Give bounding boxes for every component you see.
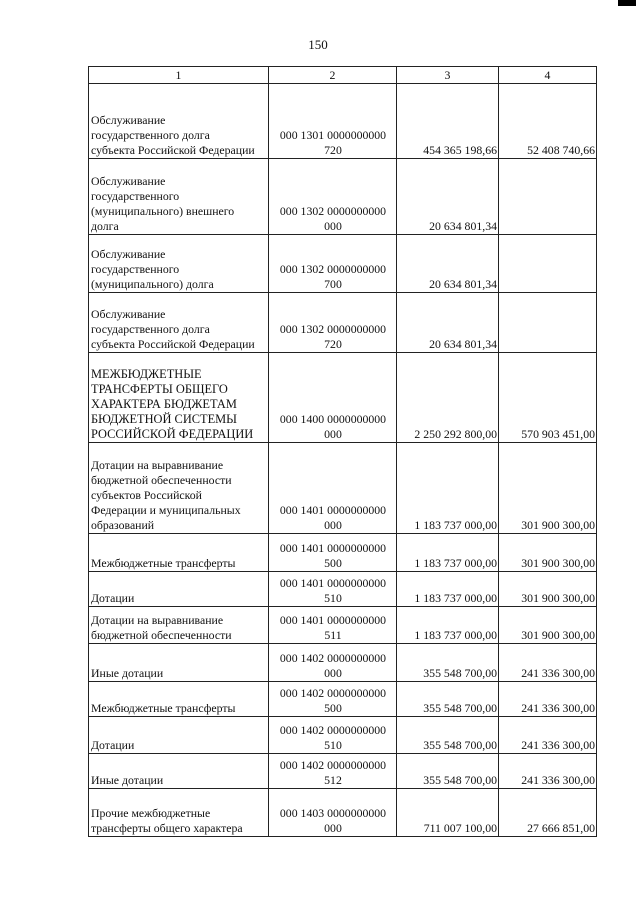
table-row bbox=[89, 353, 597, 443]
row-value-col4: 27 666 851,00 bbox=[499, 789, 597, 837]
row-code-line: 000 1302 0000000000 bbox=[279, 322, 387, 336]
table-row bbox=[89, 682, 597, 717]
column-header-4: 4 bbox=[499, 67, 597, 84]
row-value-col3: 355 548 700,00 bbox=[397, 682, 499, 717]
table-row bbox=[89, 443, 597, 534]
row-name-line: государственного долга bbox=[91, 128, 210, 142]
row-name-line: Иные дотации bbox=[91, 773, 164, 787]
column-header-1: 1 bbox=[89, 67, 269, 84]
row-name-line: (муниципального) долга bbox=[91, 277, 214, 291]
row-name-line: Обслуживание bbox=[91, 307, 166, 321]
row-code-line: 700 bbox=[324, 277, 342, 291]
row-value-col3: 1 183 737 000,00 bbox=[397, 534, 499, 572]
row-name-line: Межбюджетные трансферты bbox=[91, 556, 236, 570]
row-name-line: Иные дотации bbox=[91, 666, 164, 680]
row-code bbox=[269, 353, 397, 443]
table-header-row bbox=[89, 67, 597, 84]
table-row bbox=[89, 717, 597, 754]
row-name-line: государственного bbox=[91, 262, 180, 276]
row-value-col3: 355 548 700,00 bbox=[397, 754, 499, 789]
table-row bbox=[89, 789, 597, 837]
table-row bbox=[89, 572, 597, 607]
row-name bbox=[89, 84, 269, 159]
row-value-col3: 2 250 292 800,00 bbox=[397, 353, 499, 443]
row-name bbox=[89, 789, 269, 837]
row-code-line: 000 bbox=[324, 821, 342, 835]
row-name-line: Обслуживание bbox=[91, 247, 166, 261]
row-value-col3: 1 183 737 000,00 bbox=[397, 607, 499, 644]
row-name-line: Дотации на выравнивание bbox=[91, 613, 224, 627]
row-code bbox=[269, 235, 397, 293]
row-name-line: ТРАНСФЕРТЫ ОБЩЕГО bbox=[91, 382, 228, 396]
row-code bbox=[269, 293, 397, 353]
row-code-line: 000 1401 0000000000 bbox=[279, 576, 387, 590]
row-name bbox=[89, 159, 269, 235]
table-row bbox=[89, 644, 597, 682]
row-name-line: Дотации bbox=[91, 591, 135, 605]
row-code bbox=[269, 789, 397, 837]
table-row bbox=[89, 754, 597, 789]
row-code-line: 000 1402 0000000000 bbox=[279, 723, 387, 737]
row-name-line: государственного долга bbox=[91, 322, 210, 336]
row-code-line: 000 bbox=[324, 427, 342, 441]
row-code bbox=[269, 534, 397, 572]
row-name-line: Дотации на выравнивание bbox=[91, 458, 224, 472]
row-name bbox=[89, 717, 269, 754]
row-code-line: 000 bbox=[324, 518, 342, 532]
row-name bbox=[89, 572, 269, 607]
row-name bbox=[89, 754, 269, 789]
table-body bbox=[89, 84, 597, 837]
row-name-line: государственного bbox=[91, 189, 180, 203]
row-value-col4: 301 900 300,00 bbox=[499, 607, 597, 644]
row-name-line: Межбюджетные трансферты bbox=[91, 701, 236, 715]
row-name bbox=[89, 443, 269, 534]
row-value-col3: 20 634 801,34 bbox=[397, 159, 499, 235]
table-row bbox=[89, 235, 597, 293]
row-name-line: субъекта Российской Федерации bbox=[91, 337, 255, 351]
table-row bbox=[89, 84, 597, 159]
row-code-line: 000 1301 0000000000 bbox=[279, 128, 387, 142]
row-value-col3: 355 548 700,00 bbox=[397, 644, 499, 682]
row-value-col3: 355 548 700,00 bbox=[397, 717, 499, 754]
row-value-col4: 241 336 300,00 bbox=[499, 754, 597, 789]
row-name-line: БЮДЖЕТНОЙ СИСТЕМЫ bbox=[91, 412, 237, 426]
row-name-line: РОССИЙСКОЙ ФЕДЕРАЦИИ bbox=[91, 427, 254, 441]
table-row bbox=[89, 607, 597, 644]
row-code-line: 000 1400 0000000000 bbox=[279, 412, 387, 426]
row-code-line: 000 1401 0000000000 bbox=[279, 541, 387, 555]
table-row bbox=[89, 534, 597, 572]
row-code bbox=[269, 159, 397, 235]
row-name-line: бюджетной обеспеченности bbox=[91, 628, 232, 642]
table-row bbox=[89, 159, 597, 235]
row-code-line: 000 1302 0000000000 bbox=[279, 204, 387, 218]
row-name-line: долга bbox=[91, 219, 119, 233]
row-value-col4: 241 336 300,00 bbox=[499, 644, 597, 682]
row-name-line: образований bbox=[91, 518, 155, 532]
row-name-line: субъектов Российской bbox=[91, 488, 202, 502]
row-code-line: 000 bbox=[324, 666, 342, 680]
row-code bbox=[269, 572, 397, 607]
row-name bbox=[89, 644, 269, 682]
row-value-col3: 20 634 801,34 bbox=[397, 293, 499, 353]
row-name bbox=[89, 534, 269, 572]
row-name-line: Прочие межбюджетные bbox=[91, 806, 211, 820]
row-value-col3: 20 634 801,34 bbox=[397, 235, 499, 293]
column-header-2: 2 bbox=[269, 67, 397, 84]
row-code-line: 510 bbox=[324, 738, 342, 752]
row-name bbox=[89, 682, 269, 717]
row-name-line: (муниципального) внешнего bbox=[91, 204, 235, 218]
row-code-line: 000 1402 0000000000 bbox=[279, 686, 387, 700]
row-name bbox=[89, 353, 269, 443]
row-name-line: трансферты общего характера bbox=[91, 821, 243, 835]
row-value-col4: 301 900 300,00 bbox=[499, 534, 597, 572]
row-name-line: МЕЖБЮДЖЕТНЫЕ bbox=[91, 367, 202, 381]
row-code-line: 500 bbox=[324, 701, 342, 715]
row-code-line: 720 bbox=[324, 143, 342, 157]
row-value-col4 bbox=[499, 293, 597, 353]
row-name-line: Обслуживание bbox=[91, 174, 166, 188]
row-value-col4 bbox=[499, 159, 597, 235]
row-code-line: 000 1402 0000000000 bbox=[279, 651, 387, 665]
row-name-line: Федерации и муниципальных bbox=[91, 503, 241, 517]
row-value-col3: 1 183 737 000,00 bbox=[397, 572, 499, 607]
row-value-col4: 301 900 300,00 bbox=[499, 572, 597, 607]
row-name-line: Дотации bbox=[91, 738, 135, 752]
row-code-line: 000 1401 0000000000 bbox=[279, 613, 387, 627]
column-header-3: 3 bbox=[397, 67, 499, 84]
row-code-line: 000 1402 0000000000 bbox=[279, 758, 387, 772]
row-code-line: 720 bbox=[324, 337, 342, 351]
row-value-col4: 241 336 300,00 bbox=[499, 682, 597, 717]
page-number: 150 bbox=[308, 37, 328, 52]
row-value-col4: 241 336 300,00 bbox=[499, 717, 597, 754]
row-value-col4: 301 900 300,00 bbox=[499, 443, 597, 534]
scan-corner-mark bbox=[618, 0, 636, 6]
row-code bbox=[269, 644, 397, 682]
row-value-col4: 570 903 451,00 bbox=[499, 353, 597, 443]
row-name-line: Обслуживание bbox=[91, 113, 166, 127]
row-name bbox=[89, 607, 269, 644]
row-code-line: 000 1401 0000000000 bbox=[279, 503, 387, 517]
row-value-col3: 1 183 737 000,00 bbox=[397, 443, 499, 534]
row-value-col4: 52 408 740,66 bbox=[499, 84, 597, 159]
row-code-line: 000 bbox=[324, 219, 342, 233]
row-value-col4 bbox=[499, 235, 597, 293]
row-value-col3: 711 007 100,00 bbox=[397, 789, 499, 837]
row-code bbox=[269, 607, 397, 644]
row-code-line: 000 1403 0000000000 bbox=[279, 806, 387, 820]
row-code-line: 510 bbox=[324, 591, 342, 605]
row-value-col3: 454 365 198,66 bbox=[397, 84, 499, 159]
row-code-line: 511 bbox=[324, 628, 342, 642]
table-row bbox=[89, 293, 597, 353]
row-name bbox=[89, 293, 269, 353]
row-code bbox=[269, 443, 397, 534]
row-code bbox=[269, 754, 397, 789]
row-code-line: 500 bbox=[324, 556, 342, 570]
budget-table bbox=[88, 66, 597, 837]
row-code-line: 512 bbox=[324, 773, 342, 787]
row-code-line: 000 1302 0000000000 bbox=[279, 262, 387, 276]
row-name bbox=[89, 235, 269, 293]
row-code bbox=[269, 84, 397, 159]
row-code bbox=[269, 682, 397, 717]
row-code bbox=[269, 717, 397, 754]
row-name-line: ХАРАКТЕРА БЮДЖЕТАМ bbox=[91, 397, 237, 411]
row-name-line: субъекта Российской Федерации bbox=[91, 143, 255, 157]
row-name-line: бюджетной обеспеченности bbox=[91, 473, 232, 487]
